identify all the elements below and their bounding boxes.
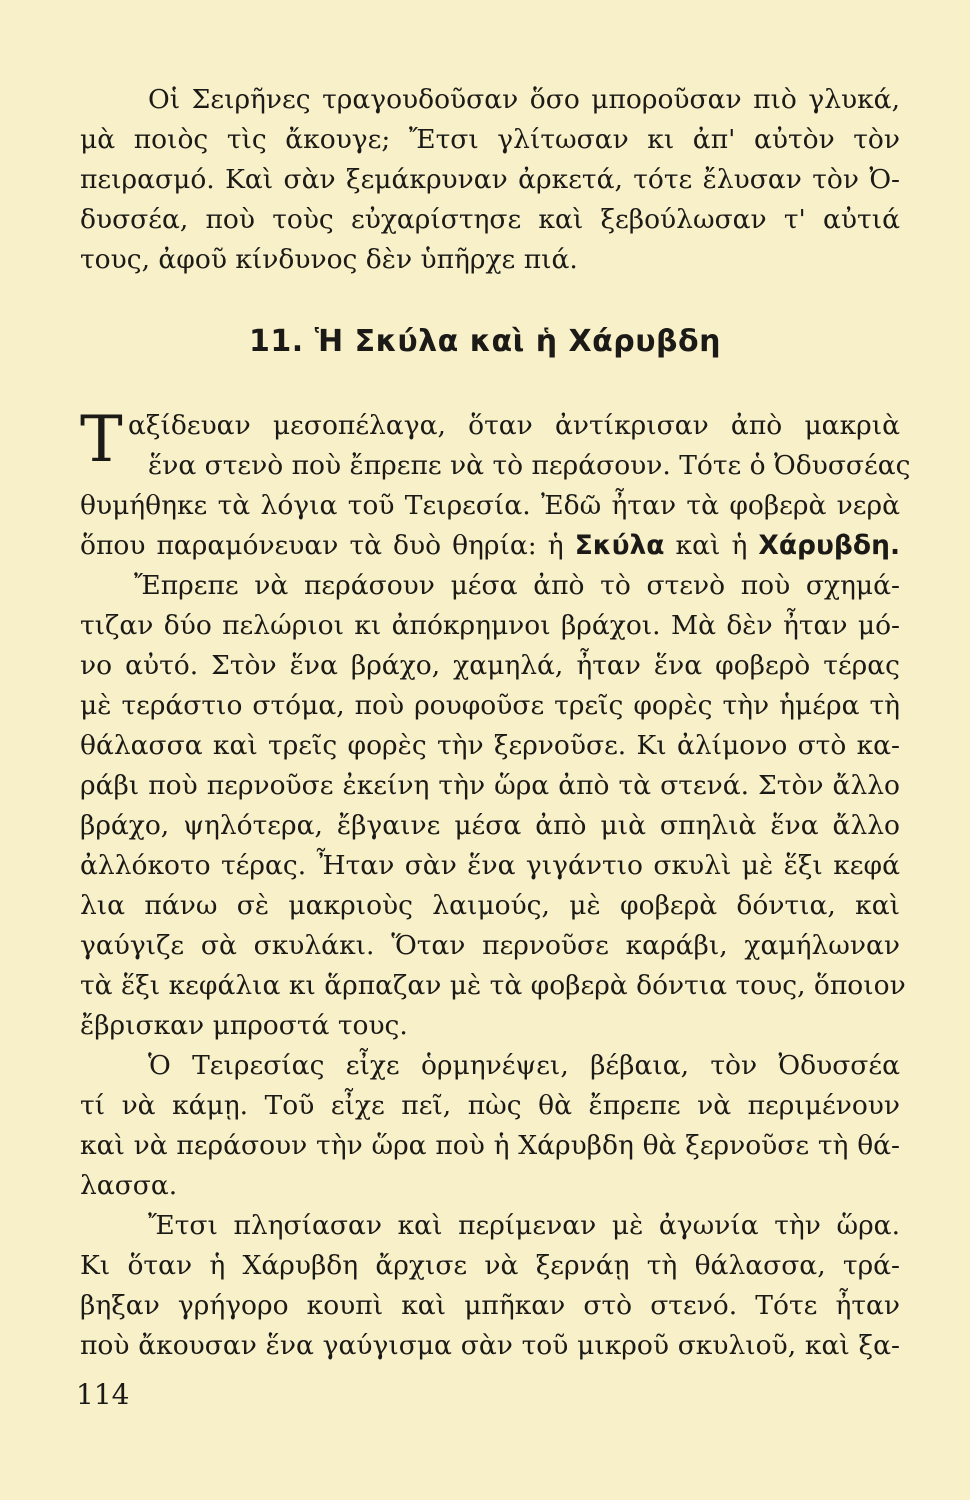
text-line: ἔβρισκαν μπροστά τους. bbox=[80, 1010, 408, 1041]
text-line: ἕνα στενὸ ποὺ ἔπρεπε νὰ τὸ περάσουν. Τότε ὁ Ὀδυσσέας bbox=[148, 450, 911, 481]
drop-cap: Τ bbox=[80, 403, 123, 477]
text-line: γαύγιζε σὰ σκυλάκι. Ὅταν περνοῦσε καράβι, χαμήλωναν bbox=[80, 930, 900, 961]
text-line: Ὁ Τειρεσίας εἶχε ὁρμηνέψει, βέβαια, τὸν Ὀδυσσέα bbox=[148, 1050, 900, 1081]
text-line: Οἱ Σειρῆνες τραγουδοῦσαν ὅσο μποροῦσαν πιὸ γλυκά, bbox=[148, 84, 900, 115]
bold-term-charybdis: Χάρυβδη bbox=[758, 530, 890, 561]
text-line: βηξαν γρήγορο κουπὶ καὶ μπῆκαν στὸ στενό. Τότε ἦταν bbox=[80, 1290, 900, 1321]
chapter-heading: 11. Ἡ Σκύλα καὶ ἡ Χάρυβδη bbox=[249, 324, 721, 359]
bold-term-scylla: Σκύλα bbox=[574, 530, 665, 561]
text-line: δυσσέα, ποὺ τοὺς εὐχαρίστησε καὶ ξεβούλωσαν τ' αὐτιά bbox=[80, 204, 900, 235]
text-line: Ἔτσι πλησίασαν καὶ περίμεναν μὲ ἀγωνία τὴν ὥρα. bbox=[148, 1210, 900, 1241]
text-line: ράβι ποὺ περνοῦσε ἐκείνη τὴν ὥρα ἀπὸ τὰ στενά. Στὸν ἄλλο bbox=[80, 770, 900, 801]
text-line: θυμήθηκε τὰ λόγια τοῦ Τειρεσία. Ἐδῶ ἦταν τὰ φοβερὰ νερὰ bbox=[80, 490, 900, 521]
text-line: τους, ἀφοῦ κίνδυνος δὲν ὑπῆρχε πιά. bbox=[80, 244, 578, 275]
text-line: λασσα. bbox=[80, 1170, 178, 1201]
text-line: αξίδευαν μεσοπέλαγα, ὅταν ἀντίκρισαν ἀπὸ μακριὰ bbox=[128, 410, 900, 441]
text-line: νο αὐτό. Στὸν ἕνα βράχο, χαμηλά, ἦταν ἕνα φοβερὸ τέρας bbox=[80, 650, 900, 681]
text-line: καὶ νὰ περάσουν τὴν ὥρα ποὺ ἡ Χάρυβδη θὰ ξερνοῦσε τὴ θά- bbox=[80, 1130, 900, 1161]
text-line: Ἔπρεπε νὰ περάσουν μέσα ἀπὸ τὸ στενὸ ποὺ σχημά- bbox=[134, 570, 900, 601]
text-line: τί νὰ κάμῃ. Τοῦ εἶχε πεῖ, πὼς θὰ ἔπρεπε νὰ περιμένουν bbox=[80, 1090, 900, 1121]
text-line bbox=[80, 526, 900, 566]
text-line: πειρασμό. Καὶ σὰν ξεμάκρυναν ἀρκετά, τότε ἔλυσαν τὸν Ὀ- bbox=[80, 164, 900, 195]
text-line: τὰ ἕξι κεφάλια κι ἅρπαζαν μὲ τὰ φοβερὰ δόντια τους, ὅποιον bbox=[80, 970, 906, 1001]
text-line: τιζαν δύο πελώριοι κι ἀπόκρημνοι βράχοι. Μὰ δὲν ἦταν μό- bbox=[80, 610, 900, 641]
text-line: μὲ τεράστιο στόμα, ποὺ ρουφοῦσε τρεῖς φορὲς τὴν ἡμέρα τὴ bbox=[80, 690, 900, 721]
text-line: λια πάνω σὲ μακριοὺς λαιμούς, μὲ φοβερὰ δόντια, καὶ bbox=[80, 890, 900, 921]
page-number: 114 bbox=[76, 1378, 130, 1411]
text-line: βράχο, ψηλότερα, ἔβγαινε μέσα ἀπὸ μιὰ σπηλιὰ ἕνα ἄλλο bbox=[80, 810, 900, 841]
text-line: ἀλλόκοτο τέρας. Ἦταν σὰν ἕνα γιγάντιο σκυλὶ μὲ ἕξι κεφά bbox=[80, 850, 900, 881]
text-span: . bbox=[889, 530, 901, 561]
text-line: θάλασσα καὶ τρεῖς φορὲς τὴν ξερνοῦσε. Κι ἀλίμονο στὸ κα- bbox=[80, 730, 900, 761]
text-line: ποὺ ἄκουσαν ἕνα γαύγισμα σὰν τοῦ μικροῦ σκυλιοῦ, καὶ ξα- bbox=[80, 1330, 900, 1361]
text-span: ὅπου παραμόνευαν τὰ δυὸ θηρία: ἡ bbox=[80, 530, 575, 561]
text-line: μὰ ποιὸς τὶς ἄκουγε; Ἔτσι γλίτωσαν κι ἀπ' αὐτὸν τὸν bbox=[80, 124, 900, 155]
text-line: Κι ὅταν ἡ Χάρυβδη ἄρχισε νὰ ξερνάῃ τὴ θάλασσα, τρά- bbox=[80, 1250, 900, 1281]
text-span: καὶ ἡ bbox=[664, 530, 759, 561]
